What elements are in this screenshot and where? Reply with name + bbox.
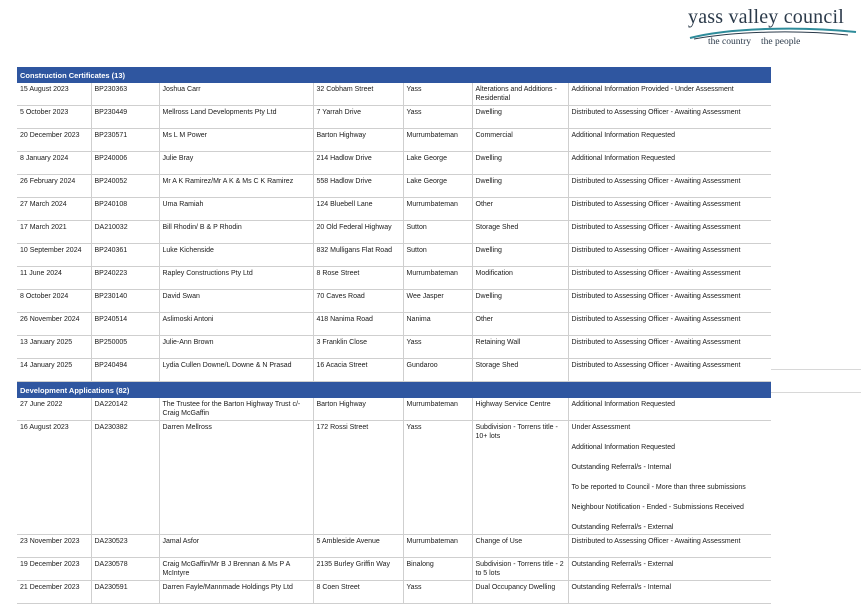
cell-date: 8 October 2024 [17,290,91,313]
section-header-construction [17,67,771,83]
cell-status: Distributed to Assessing Officer - Awaiting Assessment [568,175,771,198]
table-row [17,198,771,221]
table-row [17,152,771,175]
cell-type: Dwelling [472,244,568,267]
section-title: Development Applications (82) [17,382,771,399]
cell-date: 27 June 2022 [17,398,91,421]
cell-ref: BP240223 [91,267,159,290]
table-row [17,558,771,581]
cell-ref: BP230571 [91,129,159,152]
cell-applicant: Mellross Land Developments Pty Ltd [159,106,313,129]
header-continuation-line [771,369,861,393]
cell-ref: BP240494 [91,359,159,382]
logo-title: yass valley council [688,6,844,28]
cell-status: Distributed to Assessing Officer - Awaiting Assessment [568,244,771,267]
cell-ref: BP250005 [91,336,159,359]
cell-date: 14 January 2025 [17,359,91,382]
cell-status: Additional Information Requested [568,398,771,421]
cell-status: Additional Information Requested [568,152,771,175]
cell-address: 70 Caves Road [313,290,403,313]
cell-locality: Yass [403,336,472,359]
cell-status: Additional Information Requested [568,129,771,152]
cell-address: Barton Highway [313,129,403,152]
cell-locality: Murrumbateman [403,267,472,290]
cell-ref: DA230591 [91,581,159,604]
cell-applicant: Ms L M Power [159,129,313,152]
table-row [17,244,771,267]
cell-type: Other [472,198,568,221]
cell-date: 10 September 2024 [17,244,91,267]
cell-type: Change of Use [472,535,568,558]
cell-status: Distributed to Assessing Officer - Awaiting Assessment [568,221,771,244]
cell-type: Modification [472,267,568,290]
cell-address: 558 Hadlow Drive [313,175,403,198]
cell-date: 8 January 2024 [17,152,91,175]
cell-status: Distributed to Assessing Officer - Awaiting Assessment [568,313,771,336]
cell-address: 172 Rossi Street [313,421,403,535]
cell-locality: Binalong [403,558,472,581]
cell-ref: BP240108 [91,198,159,221]
cell-date: 21 December 2023 [17,581,91,604]
cell-type: Storage Shed [472,359,568,382]
table-row [17,581,771,604]
cell-status: Distributed to Assessing Officer - Awaiting Assessment [568,106,771,129]
cell-address: 16 Acacia Street [313,359,403,382]
table-row [17,129,771,152]
cell-date: 11 June 2024 [17,267,91,290]
cell-applicant: Craig McGaffin/Mr B J Brennan & Ms P A McIntyre [159,558,313,581]
cell-locality: Murrumbateman [403,129,472,152]
table-row [17,83,771,106]
council-logo [688,6,858,50]
cell-locality: Sutton [403,244,472,267]
table-row [17,421,771,535]
cell-type: Commercial [472,129,568,152]
cell-type: Highway Service Centre [472,398,568,421]
cell-date: 15 August 2023 [17,83,91,106]
table-row [17,290,771,313]
cell-applicant: Joshua Carr [159,83,313,106]
cell-ref: DA230523 [91,535,159,558]
cell-applicant: David Swan [159,290,313,313]
cell-ref: DA230382 [91,421,159,535]
cell-type: Retaining Wall [472,336,568,359]
table-row [17,313,771,336]
cell-locality: Sutton [403,221,472,244]
table-row [17,336,771,359]
cell-date: 5 October 2023 [17,106,91,129]
cell-applicant: Lydia Cullen Downe/L Downe & N Prasad [159,359,313,382]
cell-ref: BP240052 [91,175,159,198]
cell-status: Distributed to Assessing Officer - Awaiting Assessment [568,198,771,221]
cell-type: Dwelling [472,290,568,313]
cell-locality: Yass [403,581,472,604]
cell-type: Dwelling [472,152,568,175]
table-row [17,359,771,382]
status-item: Outstanding Referral/s - External [571,524,674,531]
cell-status: Additional Information Provided - Under Assessment [568,83,771,106]
cell-locality: Murrumbateman [403,198,472,221]
cell-address: Barton Highway [313,398,403,421]
cell-date: 26 November 2024 [17,313,91,336]
table-row [17,267,771,290]
cell-applicant: Uma Ramiah [159,198,313,221]
cell-status: Distributed to Assessing Officer - Awaiting Assessment [568,535,771,558]
table-row [17,175,771,198]
cell-ref: BP240361 [91,244,159,267]
cell-date: 13 January 2025 [17,336,91,359]
cell-status: Outstanding Referral/s - Internal [568,581,771,604]
table-row [17,221,771,244]
status-item: Additional Information Requested [571,444,676,451]
cell-applicant: Aslimoski Antoni [159,313,313,336]
cell-locality: Yass [403,83,472,106]
status-item: Under Assessment [571,424,631,431]
cell-type: Dual Occupancy Dwelling [472,581,568,604]
cell-type: Dwelling [472,106,568,129]
cell-address: 3 Franklin Close [313,336,403,359]
cell-date: 23 November 2023 [17,535,91,558]
cell-applicant: Darren Mellross [159,421,313,535]
cell-locality: Yass [403,421,472,535]
cell-type: Other [472,313,568,336]
cell-locality: Murrumbateman [403,535,472,558]
status-item: Outstanding Referral/s - Internal [571,464,672,471]
cell-ref: BP240006 [91,152,159,175]
cell-ref: BP230449 [91,106,159,129]
cell-address: 214 Hadlow Drive [313,152,403,175]
cell-applicant: Luke Kichenside [159,244,313,267]
cell-ref: DA230578 [91,558,159,581]
section-title: Construction Certificates (13) [17,67,771,83]
cell-type: Alterations and Additions - Residential [472,83,568,106]
cell-locality: Murrumbateman [403,398,472,421]
cell-address: 7 Yarrah Drive [313,106,403,129]
cell-status: Distributed to Assessing Officer - Awaiting Assessment [568,336,771,359]
cell-date: 20 December 2023 [17,129,91,152]
cell-date: 26 February 2024 [17,175,91,198]
status-item: Neighbour Notification - Ended - Submissions Received [571,504,744,511]
applications-table [17,67,771,604]
cell-ref: DA220142 [91,398,159,421]
cell-status: Distributed to Assessing Officer - Awaiting Assessment [568,290,771,313]
cell-address: 32 Cobham Street [313,83,403,106]
logo-tagline-left: the country [708,37,752,47]
cell-date: 19 December 2023 [17,558,91,581]
cell-status: Distributed to Assessing Officer - Awaiting Assessment [568,359,771,382]
cell-applicant: Jamal Asfor [159,535,313,558]
cell-locality: Yass [403,106,472,129]
cell-type: Dwelling [472,175,568,198]
cell-locality: Lake George [403,175,472,198]
cell-address: 8 Coen Street [313,581,403,604]
cell-locality: Wee Jasper [403,290,472,313]
logo-tagline [708,37,800,47]
cell-address: 5 Ambleside Avenue [313,535,403,558]
cell-applicant: Rapley Constructions Pty Ltd [159,267,313,290]
cell-type: Subdivision - Torrens title - 10+ lots [472,421,568,535]
cell-address: 418 Nanima Road [313,313,403,336]
cell-status-list [568,421,771,535]
cell-address: 8 Rose Street [313,267,403,290]
logo-tagline-right: the people [761,37,801,47]
cell-ref: BP230140 [91,290,159,313]
cell-applicant: Mr A K Ramirez/Mr A K & Ms C K Ramirez [159,175,313,198]
cell-applicant: The Trustee for the Barton Highway Trust c/- Craig McGaffin [159,398,313,421]
status-item: To be reported to Council - More than three submissions [571,484,746,491]
cell-applicant: Julie-Ann Brown [159,336,313,359]
cell-locality: Gundaroo [403,359,472,382]
cell-date: 27 March 2024 [17,198,91,221]
cell-applicant: Bill Rhodin/ B & P Rhodin [159,221,313,244]
section-header-development [17,382,771,399]
cell-address: 2135 Burley Griffin Way [313,558,403,581]
cell-status: Distributed to Assessing Officer - Awaiting Assessment [568,267,771,290]
cell-ref: BP240514 [91,313,159,336]
cell-address: 124 Bluebell Lane [313,198,403,221]
table-row [17,535,771,558]
cell-applicant: Julie Bray [159,152,313,175]
cell-type: Subdivision - Torrens title - 2 to 5 lots [472,558,568,581]
cell-status: Outstanding Referral/s - External [568,558,771,581]
cell-date: 16 August 2023 [17,421,91,535]
cell-date: 17 March 2021 [17,221,91,244]
cell-ref: BP230363 [91,83,159,106]
table-row [17,106,771,129]
cell-locality: Nanima [403,313,472,336]
cell-type: Storage Shed [472,221,568,244]
table-row [17,398,771,421]
cell-ref: DA210032 [91,221,159,244]
cell-address: 832 Mulligans Flat Road [313,244,403,267]
cell-locality: Lake George [403,152,472,175]
cell-applicant: Darren Fayle/Mannmade Holdings Pty Ltd [159,581,313,604]
cell-address: 20 Old Federal Highway [313,221,403,244]
